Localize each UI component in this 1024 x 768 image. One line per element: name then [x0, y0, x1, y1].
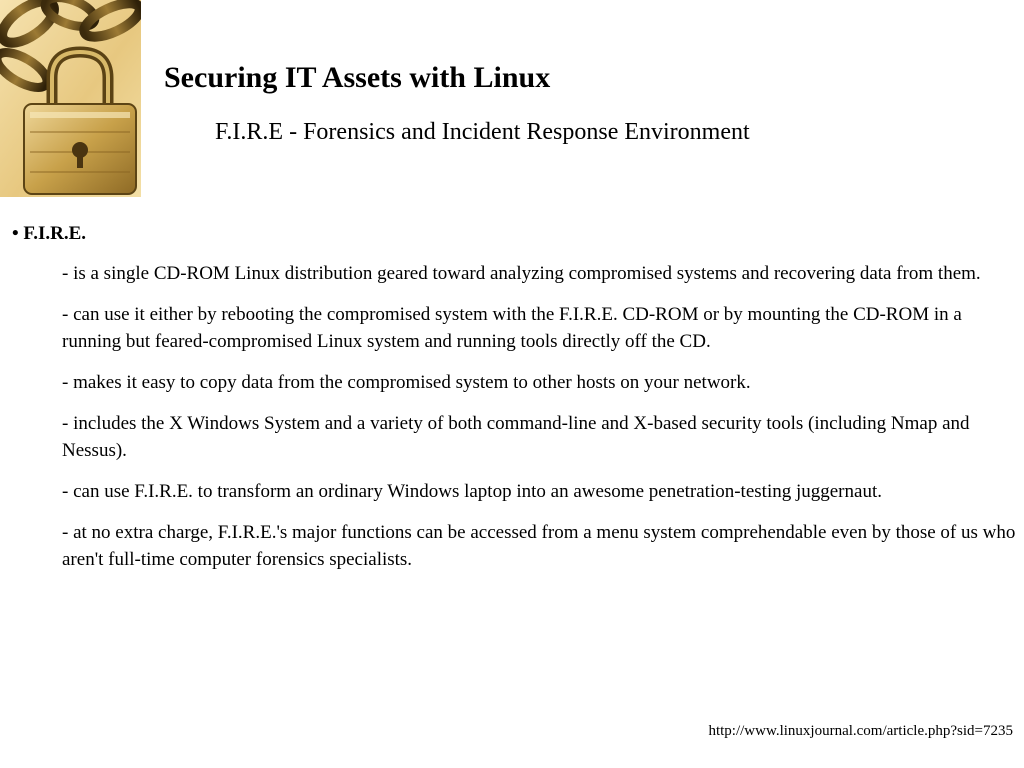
list-item: - can use F.I.R.E. to transform an ordinary Windows laptop into an awesome penetration-testing juggernaut. — [62, 481, 882, 502]
padlock-chain-icon — [0, 0, 141, 197]
feature-points-list — [62, 260, 1018, 587]
bullet-heading — [12, 221, 86, 247]
list-item: - can use it either by rebooting the compromised system with the F.I.R.E. CD-ROM or by mounting the CD-ROM in a running but feared-compromised Linux system and running tools directly off the CD. — [62, 304, 962, 352]
slide-title: Securing IT Assets with Linux — [164, 61, 551, 94]
list-item: - at no extra charge, F.I.R.E.'s major functions can be accessed from a menu system comprehendable even by those of us who aren't full-time computer forensics specialists. — [62, 522, 1016, 570]
slide-subtitle: F.I.R.E - Forensics and Incident Response Environment — [215, 119, 750, 145]
list-item: - includes the X Windows System and a variety of both command-line and X-based security tools (including Nmap and Nessus). — [62, 413, 970, 461]
source-url: http://www.linuxjournal.com/article.php?sid=7235 — [708, 723, 1013, 739]
bullet-marker: • — [12, 223, 19, 244]
bullet-heading-text: F.I.R.E. — [23, 223, 87, 244]
list-item: - is a single CD-ROM Linux distribution geared toward analyzing compromised systems and recovering data from them. — [62, 263, 981, 284]
list-item: - makes it easy to copy data from the compromised system to other hosts on your network. — [62, 372, 751, 393]
